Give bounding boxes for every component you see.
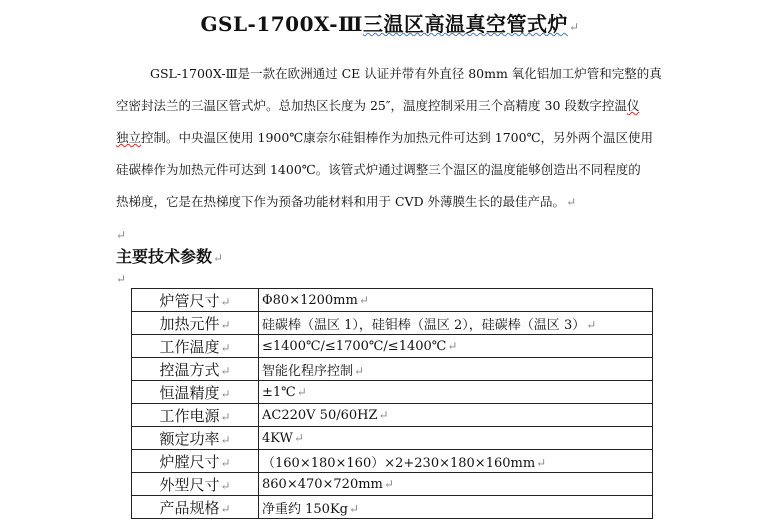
- spec-label: 外型尺寸↵: [132, 473, 259, 496]
- spec-label: 加热元件↵: [132, 312, 259, 335]
- spec-label: 炉膛尺寸↵: [132, 450, 259, 473]
- spec-label: 额定功率↵: [132, 427, 259, 450]
- paragraph-line: 独立控制。中央温区使用 1900℃康奈尔硅钼棒作为加热元件可达到 1700℃，另外两个温区使用: [116, 130, 654, 145]
- paragraph-line: 热梯度，它是在热梯度下作为预备功能材料和用于 CVD 外薄膜生长的最佳产品。↵: [116, 194, 577, 209]
- spec-label: 炉管尺寸↵: [132, 289, 259, 312]
- spec-row: [132, 450, 653, 473]
- spec-row: [132, 404, 653, 427]
- spec-value: （160×180×160）×2+230×180×160mm↵: [259, 450, 653, 473]
- title-model: GSL-1700X-Ⅲ: [200, 12, 363, 36]
- spec-row: [132, 335, 653, 358]
- spec-row: [132, 289, 653, 312]
- paragraph-line: GSL-1700X-Ⅲ是一款在欧洲通过 CE 认证并带有外直径 80mm 氧化铝加工炉管和完整的真: [150, 66, 662, 81]
- spec-row: [132, 473, 653, 496]
- spec-value: 4KW↵: [259, 427, 653, 450]
- paragraph-mark: ↵: [568, 20, 580, 34]
- spec-row: [132, 496, 653, 519]
- spec-label: 控温方式↵: [132, 358, 259, 381]
- section-heading: 主要技术参数↵: [116, 247, 224, 266]
- paragraph-mark: ↵: [116, 272, 127, 286]
- spec-value: AC220V 50/60HZ↵: [259, 404, 653, 427]
- spec-row: [132, 427, 653, 450]
- spec-label: 工作温度↵: [132, 335, 259, 358]
- intro-paragraph: [116, 58, 672, 218]
- spec-value: 860×470×720mm↵: [259, 473, 653, 496]
- spec-value: Φ80×1200mm↵: [259, 289, 653, 312]
- paragraph-mark: ↵: [116, 228, 127, 242]
- spec-value: 硅碳棒（温区 1），硅钼棒（温区 2），硅碳棒（温区 3）↵: [259, 312, 653, 335]
- spec-label: 工作电源↵: [132, 404, 259, 427]
- spec-value: ≤1400℃/≤1700℃/≤1400℃↵: [259, 335, 653, 358]
- spec-row: [132, 358, 653, 381]
- spec-value: 智能化程序控制↵: [259, 358, 653, 381]
- document-title: [0, 8, 780, 37]
- spec-label: 恒温精度↵: [132, 381, 259, 404]
- spec-value: 净重约 150Kg↵: [259, 496, 653, 519]
- spec-label: 产品规格↵: [132, 496, 259, 519]
- paragraph-line: 硅碳棒作为加热元件可达到 1400℃。该管式炉通过调整三个温区的温度能够创造出不同程度的: [116, 162, 641, 177]
- paragraph-line: 空密封法兰的三温区管式炉。总加热区长度为 25″，温度控制采用三个高精度 30 段数字控温仪: [116, 98, 640, 113]
- spec-row: [132, 381, 653, 404]
- title-name: 三温区高温真空管式炉: [362, 12, 568, 36]
- spec-value: ±1℃↵: [259, 381, 653, 404]
- spec-row: [132, 312, 653, 335]
- spec-table: [131, 288, 653, 519]
